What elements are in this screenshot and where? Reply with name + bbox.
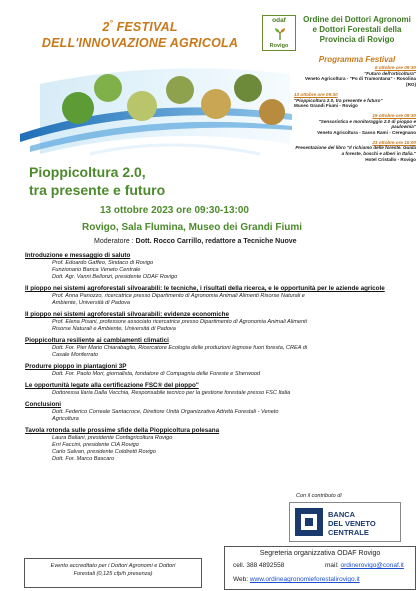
event-title-line2: tra presente e futuro xyxy=(29,182,166,198)
programme-date: 13 ottobre ore 09:30 xyxy=(294,91,338,97)
programme-location: Veneto Agricoltura - "Po di Tramontana" - Rosolina (RO) xyxy=(304,76,416,88)
odaf-leaf-icon xyxy=(273,27,287,41)
bank-name-line: BANCA xyxy=(328,510,356,519)
agenda-speaker: Casale Monferrato xyxy=(52,352,99,358)
event-date: 13 ottobre 2023 ore 09:30-13:00 xyxy=(100,205,249,216)
odaf-logo-top: odaf xyxy=(272,17,286,24)
moderator-line xyxy=(94,238,414,245)
programme-location: Hotel Cristallo - Rovigo xyxy=(365,156,416,162)
phone-number: 388 4892558 xyxy=(246,562,285,569)
org-name-line: e Dottori Forestali della xyxy=(312,25,402,34)
org-name-line: Ordine dei Dottori Agronomi xyxy=(303,15,411,24)
agenda-topic: Produrre pioppo in piantagioni 3P xyxy=(25,363,127,370)
credits-line: Evento accreditato per i Dottori Agronomi e Dottori xyxy=(50,563,176,569)
odaf-logo xyxy=(262,15,296,51)
programme-date: 19 ottobre ore 09:30 xyxy=(372,112,416,118)
agenda-topic: Le opportunità legate alla certificazione FSC® del pioppo" xyxy=(25,382,199,389)
programme-desc: Presentazione del libro "Il richiamo delle foreste. Guida a foreste, boschi e alberi in Italia." xyxy=(295,145,416,157)
agenda-speaker: Funzionario Banca Veneto Centrale xyxy=(52,267,141,273)
email-link[interactable]: ordinerovigo@conaf.it xyxy=(340,562,404,569)
bank-name-line: CENTRALE xyxy=(328,528,369,537)
website-link[interactable]: www.ordineagronomieforestalirovigo.it xyxy=(249,576,360,583)
agenda-speaker: Dottoressa Ilaria Dalla Vecchia, Responsabile tecnico per la gestione forestale presso FSC Italia xyxy=(52,390,291,396)
agenda-speaker: Dott. Agr. Vanni Bellonzi, presidente ODAF Rovigo xyxy=(52,274,178,280)
festival-number: 2 xyxy=(102,20,110,35)
email-label: mail: xyxy=(325,562,341,569)
field-photo-icon xyxy=(127,91,157,121)
secretariat-title: Segreteria organizzativa ODAF Rovigo xyxy=(259,550,381,557)
programme-item xyxy=(294,65,416,88)
org-name xyxy=(298,15,416,45)
agenda-topic: Conclusioni xyxy=(25,401,62,408)
festival-subtitle: DELL'INNOVAZIONE AGRICOLA xyxy=(41,36,239,51)
phone-label: cell. xyxy=(233,562,247,569)
sponsor-logo-box xyxy=(289,502,401,542)
agenda-section xyxy=(25,311,395,333)
agenda-speaker: Erri Faccini, presidente CIA Rovigo xyxy=(52,442,139,448)
secretariat-email xyxy=(325,562,404,569)
programme-desc: "Pioppicoltura 2.0, tra presente e futuro" xyxy=(294,97,383,103)
agenda-speaker: Ambiente, Università di Padova xyxy=(52,300,131,306)
event-venue: Rovigo, Sala Flumina, Museo dei Grandi Fiumi xyxy=(82,222,303,233)
secretariat-box xyxy=(224,546,416,590)
agenda-topic: Introduzione e messaggio di saluto xyxy=(25,252,131,259)
agenda-list xyxy=(25,252,395,467)
programme-list xyxy=(294,65,416,167)
event-title-line1: Pioppicoltura 2.0, xyxy=(29,164,146,180)
web-label: Web: xyxy=(233,576,250,583)
credits-line: Forestali (0,125 cfp/h presenza) xyxy=(73,570,153,577)
agenda-section xyxy=(25,337,395,359)
agenda-speaker: Agricoltura xyxy=(52,416,79,422)
secretariat-web xyxy=(233,576,360,583)
programme-date: 23 ottobre ore 15:00 xyxy=(372,139,416,145)
agenda-topic: Il pioppo nei sistemi agroforestali silvoarabili: evidenze economiche xyxy=(25,311,230,318)
credits-box xyxy=(24,558,202,588)
wheat-photo-icon xyxy=(259,99,285,125)
agenda-topic: Il pioppo nei sistemi agroforestali silvoarabili: le tecniche, i risultati della ricerca, e le opportunità per le aziende agricole xyxy=(25,285,385,292)
agenda-topic: Tavola rotonda sulle prossime sfide della Pioppicoltura polesana xyxy=(25,427,220,434)
agenda-speaker: Risorse Naturali e Ambiente, Università di Padova xyxy=(52,326,176,332)
programme-desc: "Futuro dell'orticoltura" xyxy=(364,70,416,76)
field-photo-icon xyxy=(166,76,194,104)
programme-location: Museo Grandi Fiumi - Rovigo xyxy=(294,103,358,109)
programme-location: Veneto Agricoltura - Sasso Rami - Ceregnano xyxy=(317,130,416,136)
agenda-section xyxy=(25,285,395,307)
festival-sup: ° xyxy=(109,19,113,28)
agenda-section xyxy=(25,252,395,281)
agenda-section xyxy=(25,401,395,423)
odaf-logo-bottom: Rovigo xyxy=(269,43,289,49)
agenda-speaker: Laura Ballani, presidente Confagricoltura Rovigo xyxy=(52,435,173,441)
agenda-section xyxy=(25,427,395,463)
bank-name-line: DEL VENETO xyxy=(328,519,376,528)
agenda-speaker: Dott. For. Paolo Mori, giornalista, fondatore di Compagnia delle Foreste e Sherwood xyxy=(52,371,261,377)
leaf-photo-icon xyxy=(94,74,122,102)
bank-name xyxy=(328,510,398,537)
leaf-photo-icon xyxy=(62,92,94,124)
programme-item xyxy=(294,113,416,136)
programme-date: 6 ottobre ore 09:30 xyxy=(374,65,416,70)
org-name-line: Provincia di Rovigo xyxy=(319,35,395,44)
festival-title xyxy=(30,16,250,51)
agenda-speaker: Prof. Anna Panozzo, ricercatrice presso Dipartimento di Agronomia Animali Alimenti Risorse Naturali e xyxy=(52,293,305,299)
agenda-speaker: Dott. Federico Correale Santacroce, Direttore Unità Organizzativa Attività Forestali - Veneto xyxy=(52,409,279,415)
programme-item xyxy=(294,140,416,163)
wheat-photo-icon xyxy=(201,89,231,119)
agenda-speaker: Carlo Salvan, presidente Coldiretti Rovigo xyxy=(52,449,156,455)
agenda-section xyxy=(25,382,395,397)
moderator-label: Moderatore : xyxy=(94,238,136,245)
event-title xyxy=(29,163,165,199)
bank-logo-icon xyxy=(295,508,323,536)
agenda-speaker: Prof. Edoardo Gaffeo, Sindaco di Rovigo xyxy=(52,260,154,266)
programme-desc: "Sensoristica e monitoraggio 2.0 di pioppo e paulownia" xyxy=(318,118,416,130)
drone-photo-icon xyxy=(234,74,262,102)
agenda-speaker: Dott. For. Marco Bascaro xyxy=(52,456,115,462)
sponsor-label: Con il contributo di xyxy=(296,493,342,499)
festival-word: FESTIVAL xyxy=(112,20,178,35)
secretariat-phone xyxy=(233,562,284,569)
agenda-speaker: Prof. Elena Pisani, professore associato ricercatrice presso Dipartimento di Agronomia Animali Alimenti xyxy=(52,319,307,325)
agenda-section xyxy=(25,363,395,378)
programme-title: Programma Festival xyxy=(318,55,396,64)
programme-item xyxy=(294,92,416,109)
poplar-banner-image xyxy=(20,64,292,164)
agenda-topic: Pioppicoltura resiliente ai cambiamenti climatici xyxy=(25,337,169,344)
agenda-speaker: Dott. For. Pier Mario Chiarabaglio, Ricercatore Ecologia delle produzioni legnose fuori foresta, CREA di xyxy=(52,345,308,351)
moderator-name: Dott. Rocco Carrillo, redattore a Tecniche Nuove xyxy=(135,238,297,245)
